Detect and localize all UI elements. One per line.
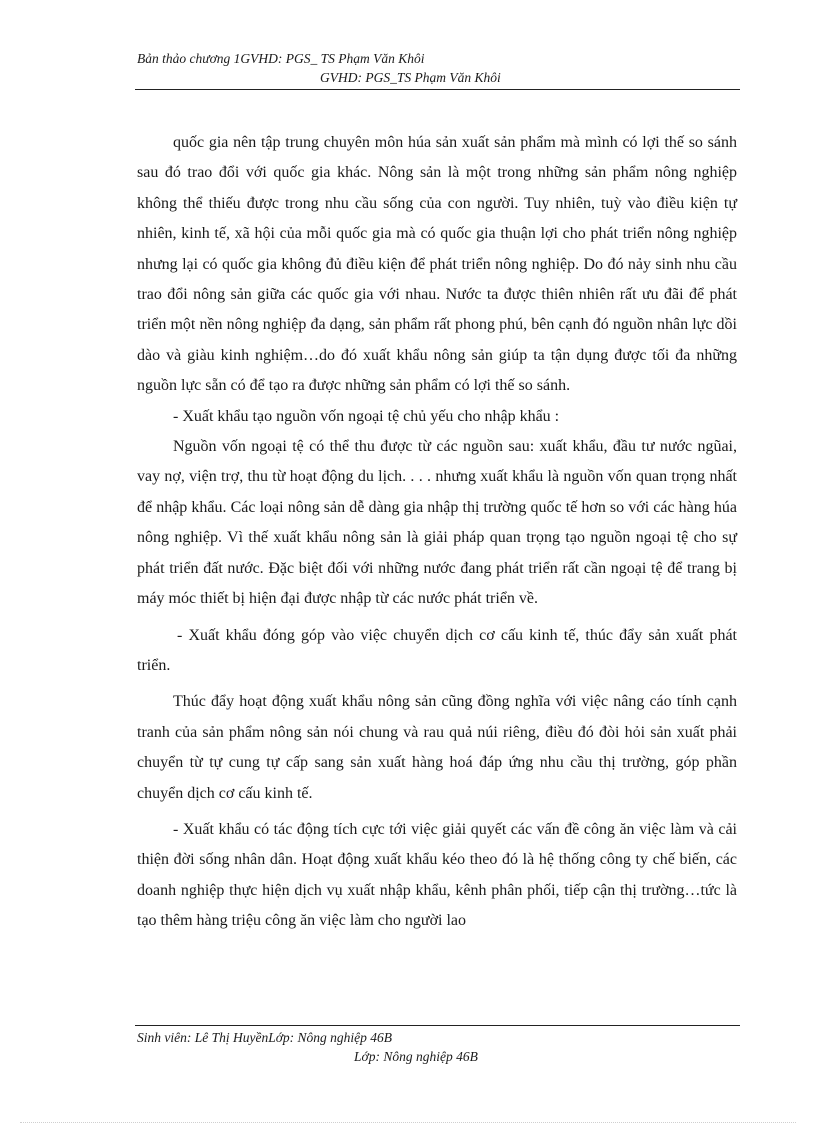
document-body [137, 128, 737, 937]
footer-line-2: Lớp: Nông nghiệp 46B [354, 1049, 478, 1064]
footer-line-1: Sinh viên: Lê Thị HuyềnLớp: Nông nghiệp 46B [137, 1030, 393, 1045]
paragraph-comparative-advantage: quốc gia nên tập trung chuyên môn húa sản xuất sản phẩm mà mình có lợi thế so sánh sau đó trao đổi với quốc gia khác. Nông sản là một trong những sản phẩm nông nghiệp không thể thiếu được trong nhu cầu sống của con người. Tuy nhiên, tuỳ vào điều kiện tự nhiên, kinh tế, xã hội của mỗi quốc gia mà có quốc gia thuận lợi cho phát triển nông nghiệp nhưng lại có quốc gia không đủ điều kiện để phát triển nông nghiệp. Do đó nảy sinh nhu cầu trao đổi nông sản giữa các quốc gia với nhau. Nước ta được thiên nhiên rất ưu đãi để phát triển một nền nông nghiệp đa dạng, sản phẩm rất phong phú, bên cạnh đó nguồn nhân lực dồi dào và giàu kinh nghiệm…do đó xuất khẩu nông sản giúp ta tận dụng được tối đa những nguồn lực sẵn có để tạo ra được những sản phẩm có lợi thế so sánh. [137, 134, 737, 395]
paragraph-foreign-currency-heading: - Xuất khẩu tạo nguồn vốn ngoại tệ chủ yếu cho nhập khẩu : [173, 407, 560, 425]
paragraph-employment: - Xuất khẩu có tác động tích cực tới việc giải quyết các vấn đề công ăn việc làm và cải thiện đời sống nhân dân. Hoạt động xuất khẩu kéo theo đó là hệ thống công ty chế biến, các doanh nghiệp thực hiện dịch vụ xuất nhập khẩu, kênh phân phối, tiếp cận thị trường…tức là tạo thêm hàng triệu công ăn việc làm cho người lao [137, 820, 737, 930]
header-rule [135, 89, 740, 90]
paragraph-foreign-currency: Nguồn vốn ngoại tệ có thể thu được từ các nguồn sau: xuất khẩu, đầu tư nước ngũai, vay nợ, viện trợ, thu từ hoạt động du lịch. . . . nhưng xuất khẩu là nguồn vốn quan trọng nhất để nhập khẩu. Các loại nông sản dễ dàng gia nhập thị trường quốc tế hơn so với các hàng húa nông nghiệp. Vì thế xuất khẩu nông sản là giải pháp quan trọng tạo nguồn ngoại tệ cho sự phát triển đất nước. Đặc biệt đối với những nước đang phát triển rất cần ngoại tệ để trang bị máy móc thiết bị hiện đại được nhập từ các nước phát triển về. [137, 438, 737, 608]
header-line-1: Bản thảo chương 1GVHD: PGS_ TS Phạm Văn Khôi [137, 51, 425, 66]
footer-rule [135, 1025, 740, 1026]
paragraph-competitiveness: Thúc đẩy hoạt động xuất khẩu nông sản cũng đồng nghĩa với việc nâng cáo tính cạnh tranh của sản phẩm nông sản nói chung và rau quả núi riêng, điều đó đòi hỏi sản xuất phải chuyển từ tự cung tự cấp sang sản xuất hàng hoá đáp ứng nhu cầu thị trường, góp phần chuyển dịch cơ cấu kinh tế. [137, 693, 737, 802]
header-line-2: GVHD: PGS_TS Phạm Văn Khôi [320, 70, 501, 85]
paragraph-economic-structure-heading: - Xuất khẩu đóng góp vào việc chuyển dịch cơ cấu kinh tế, thúc đẩy sản xuất phát triển. [137, 626, 737, 674]
